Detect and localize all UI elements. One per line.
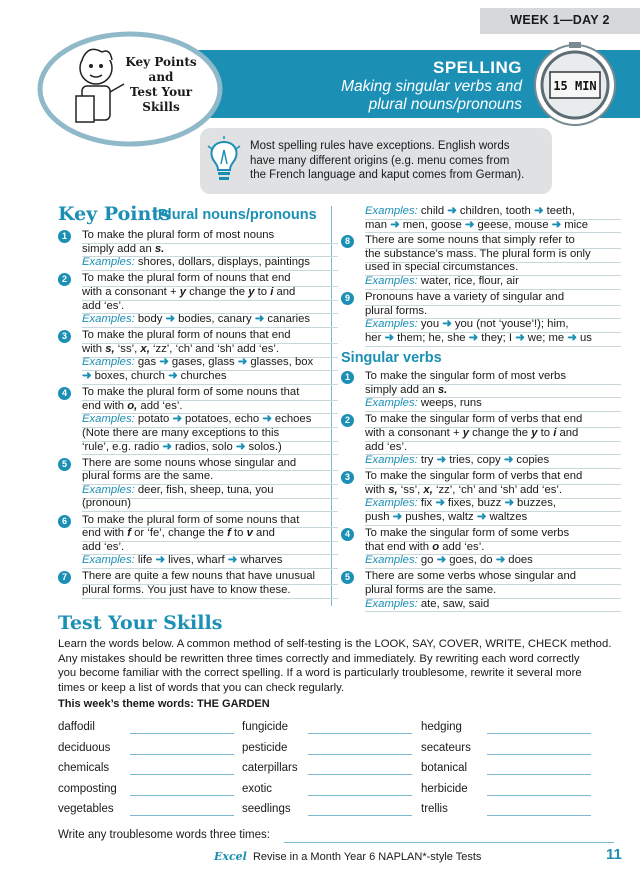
arrow-icon: ➜ bbox=[384, 331, 394, 344]
arrow-icon: ➜ bbox=[237, 356, 248, 369]
singular-number-badge: 5 bbox=[341, 571, 354, 584]
emphasis-letter: x, bbox=[423, 483, 433, 496]
plural-number-badge: 5 bbox=[58, 458, 71, 471]
week-day-tab: WEEK 1—DAY 2 bbox=[480, 8, 640, 34]
tip-line-1: Most spelling rules have exceptions. English words bbox=[250, 140, 510, 152]
examples-label: Examples: bbox=[365, 497, 421, 510]
arrow-icon: ➜ bbox=[227, 554, 238, 567]
example-text: life ➜ lives, wharf ➜ wharves bbox=[137, 554, 283, 567]
plural-example-line bbox=[365, 318, 621, 333]
singular-rule-line: To make the singular form of most verbs bbox=[365, 370, 621, 385]
instruction-line-1: Learn the words below. A common method of self-testing is the LOOK, SAY, COVER, WRITE, CHECK method. bbox=[58, 638, 612, 650]
plural-rule-line: with s, ‘ss’, x, ‘zz’, ‘ch’ and ‘sh’ add ‘es’. bbox=[82, 343, 338, 358]
word-write-line[interactable] bbox=[130, 815, 234, 816]
emphasis-letter: s. bbox=[154, 242, 165, 255]
plural-number-badge: 4 bbox=[58, 387, 71, 400]
plural-rule-line: add ‘es’. bbox=[82, 300, 338, 315]
plural-rule-line: To make the plural form of some nouns that bbox=[82, 386, 338, 401]
plural-rule-line: To make the plural form of most nouns bbox=[82, 229, 338, 244]
word-write-line[interactable] bbox=[308, 795, 412, 796]
theme-words-label: This week’s theme words: THE GARDEN bbox=[58, 698, 270, 710]
arrow-icon: ➜ bbox=[82, 370, 92, 382]
plural-example-line bbox=[82, 484, 338, 499]
theme-word: herbicide bbox=[421, 782, 468, 795]
word-write-line[interactable] bbox=[308, 815, 412, 816]
footer-title: Revise in a Month Year 6 NAPLAN*-style Tests bbox=[252, 851, 482, 863]
arrow-icon: ➜ bbox=[435, 497, 445, 510]
example-text: (Note there are many exceptions to this bbox=[82, 426, 280, 439]
plural-rule-line: There are some nouns whose singular and bbox=[82, 457, 338, 472]
plural-number-badge: 6 bbox=[58, 515, 71, 528]
singular-example-line bbox=[365, 497, 621, 512]
arrow-icon: ➜ bbox=[155, 554, 165, 567]
plural-rule-line: used in special circumstances. bbox=[365, 261, 621, 276]
theme-word: caterpillars bbox=[242, 762, 298, 775]
theme-word: exotic bbox=[242, 782, 273, 795]
singular-rule-line: simply add an s. bbox=[365, 384, 621, 399]
plural-rule-line: the substance’s mass. The plural form is only bbox=[365, 248, 621, 263]
arrow-icon: ➜ bbox=[442, 318, 452, 331]
plural-rule-line: plural forms. You just have to know these. bbox=[82, 584, 338, 599]
plural-number-badge: 9 bbox=[341, 292, 354, 305]
test-your-skills-heading: Test Your Skills bbox=[58, 612, 223, 634]
examples-label: Examples: bbox=[82, 413, 138, 426]
theme-word: trellis bbox=[421, 803, 448, 816]
arrow-icon: ➜ bbox=[262, 413, 272, 426]
plural-example-line bbox=[82, 370, 338, 385]
timer-text: 15 MIN bbox=[553, 79, 597, 93]
example-text: ate, saw, said bbox=[420, 597, 490, 610]
theme-word: seedlings bbox=[242, 803, 291, 816]
arrow-icon: ➜ bbox=[504, 497, 514, 510]
emphasis-letter: i bbox=[270, 285, 274, 298]
plural-rule-line: There are some nouns that simply refer to bbox=[365, 234, 621, 249]
plural-rule-line: end with f or ‘fe’, change the f to v and bbox=[82, 527, 338, 542]
emphasis-letter: s. bbox=[437, 383, 448, 396]
arrow-icon: ➜ bbox=[515, 331, 525, 344]
plural-example-line bbox=[82, 427, 338, 442]
plural-rule-line: end with o, add ‘es’. bbox=[82, 400, 338, 415]
arrow-icon: ➜ bbox=[447, 205, 457, 217]
troublesome-write-line[interactable] bbox=[284, 842, 614, 843]
lightbulb-icon bbox=[206, 136, 242, 186]
examples-label: Examples: bbox=[82, 356, 138, 369]
theme-word: composting bbox=[58, 782, 117, 795]
plural-rule-line: To make the plural form of nouns that end bbox=[82, 272, 338, 287]
page-number: 11 bbox=[606, 846, 622, 863]
word-write-line[interactable] bbox=[308, 774, 412, 775]
example-text: water, rice, flour, air bbox=[420, 275, 519, 287]
singular-number-badge: 4 bbox=[341, 528, 354, 541]
badge-line-3: Test Your bbox=[129, 85, 193, 99]
example-text: gas ➜ gases, glass ➜ glasses, box bbox=[137, 356, 314, 369]
emphasis-letter: x, bbox=[140, 342, 150, 355]
emphasis-letter: o bbox=[432, 540, 440, 553]
theme-word: hedging bbox=[421, 721, 462, 733]
examples-label: Examples: bbox=[365, 205, 421, 217]
singular-example-line bbox=[365, 454, 621, 469]
plural-cont-example bbox=[365, 219, 621, 234]
plural-example-line bbox=[365, 275, 621, 290]
examples-label: Examples: bbox=[365, 318, 421, 331]
word-write-line[interactable] bbox=[487, 795, 591, 796]
examples-label: Examples: bbox=[82, 483, 138, 496]
arrow-icon: ➜ bbox=[436, 554, 447, 567]
singular-example-line bbox=[365, 598, 621, 613]
emphasis-letter: i bbox=[553, 426, 557, 439]
instruction-line-3: you become familiar with the correct spelling. If a word is particularly troublesome, rewrite it several more bbox=[58, 667, 582, 679]
emphasis-letter: y bbox=[179, 285, 186, 298]
word-write-line[interactable] bbox=[487, 815, 591, 816]
plural-example-line bbox=[82, 256, 338, 271]
arrow-icon: ➜ bbox=[254, 313, 265, 326]
singular-rule-line: To make the singular form of some verbs bbox=[365, 527, 621, 542]
plural-example-line bbox=[82, 413, 338, 428]
example-text: ➜ boxes, church ➜ churches bbox=[82, 370, 227, 382]
arrow-icon: ➜ bbox=[159, 356, 169, 369]
singular-rule-line: To make the singular form of verbs that end bbox=[365, 413, 621, 428]
word-write-line[interactable] bbox=[308, 754, 412, 755]
badge-line-2: and bbox=[148, 70, 174, 84]
arrow-icon: ➜ bbox=[165, 313, 175, 326]
example-text: body ➜ bodies, canary ➜ canaries bbox=[137, 313, 311, 326]
instruction-line-4: times or keep a list of words that you can check regularly. bbox=[58, 681, 345, 694]
emphasis-letter: s, bbox=[105, 342, 115, 355]
plural-rule-line: To make the plural form of nouns that end bbox=[82, 329, 338, 344]
examples-label: Examples: bbox=[365, 397, 421, 410]
emphasis-letter: y bbox=[248, 285, 255, 298]
arrow-icon: ➜ bbox=[172, 413, 182, 426]
theme-word: botanical bbox=[421, 762, 468, 775]
test-instructions bbox=[58, 637, 618, 695]
singular-example-line bbox=[365, 511, 621, 526]
emphasis-letter: y bbox=[462, 426, 469, 439]
plural-rule-line: There are quite a few nouns that have unusual bbox=[82, 570, 338, 585]
emphasis-letter: v bbox=[246, 527, 253, 540]
arrow-icon: ➜ bbox=[390, 218, 400, 231]
badge-text bbox=[116, 55, 206, 115]
key-points-heading: Key Points bbox=[58, 203, 171, 225]
singular-example-line bbox=[365, 397, 621, 412]
plural-number-badge: 3 bbox=[58, 330, 71, 343]
examples-label: Examples: bbox=[82, 554, 138, 567]
plural-example-line bbox=[82, 497, 338, 512]
plural-example-line bbox=[82, 554, 338, 569]
plural-number-badge: 2 bbox=[58, 273, 71, 286]
examples-label: Examples: bbox=[365, 275, 421, 287]
plural-example-line bbox=[82, 356, 338, 371]
arrow-icon: ➜ bbox=[495, 554, 506, 567]
theme-word: fungicide bbox=[242, 721, 289, 733]
topic-title: SPELLING bbox=[432, 58, 522, 77]
plural-rule-line: Pronouns have a variety of singular and bbox=[365, 291, 621, 306]
singular-number-badge: 3 bbox=[341, 471, 354, 484]
word-write-line[interactable] bbox=[487, 733, 591, 734]
topic-subtitle-line2: plural nouns/pronouns bbox=[368, 96, 522, 113]
theme-word: vegetables bbox=[58, 803, 114, 816]
example-text: weeps, runs bbox=[420, 397, 482, 410]
example-text: her ➜ them; he, she ➜ they; I ➜ we; me ➜ us bbox=[365, 331, 592, 344]
plural-rule-line: with a consonant + y change the y to i and bbox=[82, 286, 338, 301]
example-text: (pronoun) bbox=[82, 497, 131, 510]
emphasis-letter: f bbox=[227, 527, 231, 540]
word-write-line[interactable] bbox=[130, 795, 234, 796]
examples-label: Examples: bbox=[365, 597, 421, 610]
singular-rule-line: plural forms are the same. bbox=[365, 584, 621, 599]
arrow-icon: ➜ bbox=[551, 218, 562, 231]
singular-number-badge: 1 bbox=[341, 371, 354, 384]
example-text: ‘rule’, e.g. radio ➜ radios, solo ➜ solos.) bbox=[82, 440, 282, 453]
example-text: you ➜ you (not ‘youse’!); him, bbox=[420, 318, 569, 331]
arrow-icon: ➜ bbox=[464, 218, 475, 231]
singular-rule-line: with s, ‘ss’, x, ‘zz’, ‘ch’ and ‘sh’ add ‘es’. bbox=[365, 484, 621, 499]
stopwatch-icon bbox=[526, 42, 624, 128]
emphasis-letter: s, bbox=[388, 483, 398, 496]
plural-rule-line: add ‘es’. bbox=[82, 541, 338, 556]
arrow-icon: ➜ bbox=[533, 205, 544, 217]
arrow-icon: ➜ bbox=[168, 370, 178, 382]
emphasis-letter: f bbox=[127, 527, 131, 540]
arrow-icon: ➜ bbox=[567, 331, 577, 344]
plural-example-line bbox=[82, 441, 338, 456]
word-write-line[interactable] bbox=[130, 774, 234, 775]
singular-rule-line: To make the singular form of verbs that end bbox=[365, 470, 621, 485]
word-write-line[interactable] bbox=[130, 754, 234, 755]
plural-rule-line: plural forms. bbox=[365, 305, 621, 320]
example-text: shores, dollars, displays, paintings bbox=[137, 256, 310, 269]
instruction-line-2: Any mistakes should be rewritten three times correctly and immediately. By rewriting each word correctly bbox=[58, 652, 580, 665]
examples-label: Examples: bbox=[82, 313, 138, 326]
plural-rule-line: simply add an s. bbox=[82, 243, 338, 258]
theme-word: daffodil bbox=[58, 721, 95, 733]
arrow-icon: ➜ bbox=[436, 454, 447, 467]
theme-word: deciduous bbox=[58, 741, 111, 754]
tip-line-3: the French language and kaput comes from German). bbox=[250, 169, 525, 181]
theme-word: secateurs bbox=[421, 741, 471, 754]
word-write-line[interactable] bbox=[487, 754, 591, 755]
plural-heading: Plural nouns/pronouns bbox=[158, 207, 317, 223]
examples-label: Examples: bbox=[365, 554, 421, 567]
emphasis-letter: y bbox=[531, 426, 538, 439]
singular-rule-line: There are some verbs whose singular and bbox=[365, 570, 621, 585]
singular-rule-line: add ‘es’. bbox=[365, 441, 621, 456]
example-text: deer, fish, sheep, tuna, you bbox=[137, 483, 274, 496]
example-text: man ➜ men, goose ➜ geese, mouse ➜ mice bbox=[365, 218, 589, 231]
topic-subtitle-line1: Making singular verbs and bbox=[341, 78, 522, 95]
badge-line-4: Skills bbox=[142, 100, 180, 114]
example-text: push ➜ pushes, waltz ➜ waltzes bbox=[365, 511, 528, 523]
arrow-icon: ➜ bbox=[468, 331, 479, 344]
arrow-icon: ➜ bbox=[235, 440, 246, 453]
arrow-icon: ➜ bbox=[476, 511, 487, 523]
emphasis-letter: o, bbox=[127, 399, 138, 412]
tip-line-2: have many different origins (e.g. menu comes from bbox=[250, 154, 510, 167]
plural-rule-line: plural forms are the same. bbox=[82, 470, 338, 485]
singular-number-badge: 2 bbox=[341, 414, 354, 427]
word-write-line[interactable] bbox=[487, 774, 591, 775]
example-text: try ➜ tries, copy ➜ copies bbox=[420, 454, 550, 467]
singular-example-line bbox=[365, 554, 621, 569]
example-text: child ➜ children, tooth ➜ teeth, bbox=[420, 205, 575, 217]
tip-text bbox=[250, 139, 545, 183]
example-text: potato ➜ potatoes, echo ➜ echoes bbox=[137, 413, 312, 426]
plural-example-line bbox=[365, 332, 621, 347]
arrow-icon: ➜ bbox=[162, 440, 172, 453]
theme-word: pesticide bbox=[242, 741, 288, 754]
plural-number-badge: 1 bbox=[58, 230, 71, 243]
footer-text bbox=[214, 850, 481, 864]
word-write-line[interactable] bbox=[130, 733, 234, 734]
theme-word: chemicals bbox=[58, 762, 110, 775]
plural-cont-example bbox=[365, 205, 621, 220]
arrow-icon: ➜ bbox=[392, 511, 403, 523]
footer-brand: Excel bbox=[214, 850, 247, 863]
plural-rule-line: To make the plural form of some nouns that bbox=[82, 514, 338, 529]
plural-number-badge: 7 bbox=[58, 571, 71, 584]
plural-example-line bbox=[82, 313, 338, 328]
examples-label: Examples: bbox=[365, 454, 421, 467]
badge-line-1: Key Points bbox=[125, 55, 197, 69]
singular-rule-line: with a consonant + y change the y to i and bbox=[365, 427, 621, 442]
example-text: fix ➜ fixes, buzz ➜ buzzes, bbox=[420, 497, 556, 510]
arrow-icon: ➜ bbox=[503, 454, 514, 467]
examples-label: Examples: bbox=[82, 256, 138, 269]
example-text: go ➜ goes, do ➜ does bbox=[420, 554, 533, 567]
singular-rule-line: that end with o add ‘es’. bbox=[365, 541, 621, 556]
plural-number-badge: 8 bbox=[341, 235, 354, 248]
troublesome-label: Write any troublesome words three times: bbox=[58, 829, 270, 841]
singular-heading: Singular verbs bbox=[341, 350, 442, 366]
word-write-line[interactable] bbox=[308, 733, 412, 734]
